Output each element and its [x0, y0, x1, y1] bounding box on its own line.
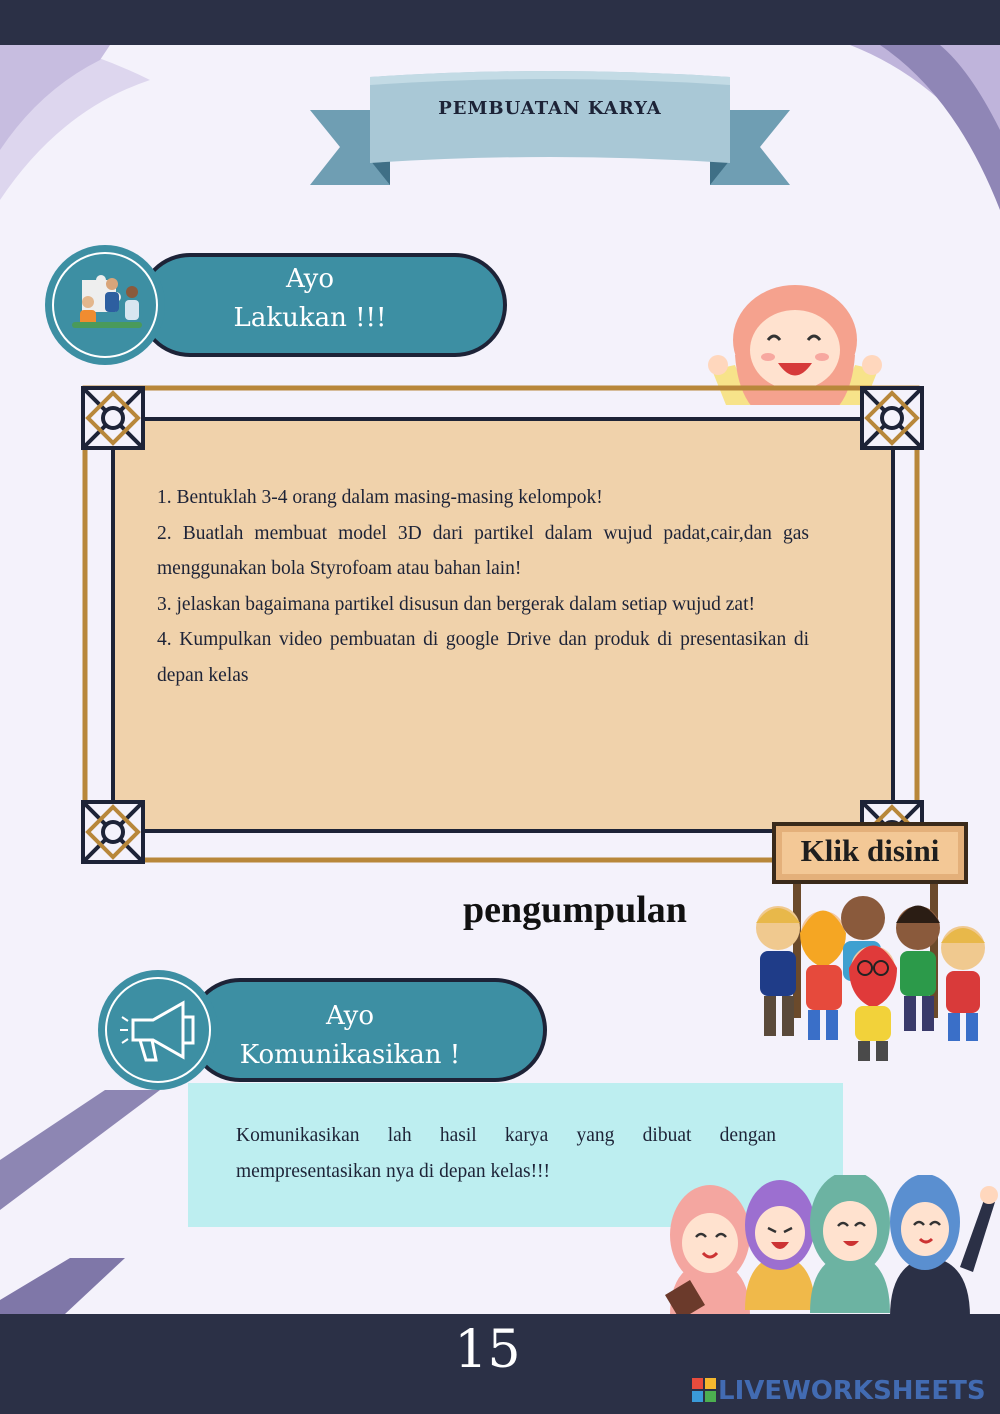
section-title-communicate: [230, 997, 470, 1075]
megaphone-icon: [118, 995, 203, 1065]
instruction-list: [157, 480, 809, 693]
communicate-text: Komunikasikan lah hasil karya yang dibuat dengan mempresentasikan nya di depan kelas!!!: [236, 1125, 776, 1182]
section-title-do-line2: Lakukan !!!: [233, 303, 387, 333]
page-number: 15: [454, 1320, 521, 1380]
instruction-item: 2. Buatlah membuat model 3D dari partikel dalam wujud padat,cair,dan gas menggunakan bola Styrofoam atau bahan lain!: [157, 522, 809, 579]
section-title-communicate-line2: Komunikasikan !: [239, 1040, 461, 1070]
hijab-girls-illustration: [660, 1175, 1000, 1325]
instruction-item: 3. jelaskan bagaimana partikel disusun dan bergerak dalam setiap wujud zat!: [157, 593, 755, 615]
instruction-item: 1. Bentuklah 3-4 orang dalam masing-masing kelompok!: [157, 487, 603, 508]
submission-label: pengumpulan: [463, 889, 687, 931]
submit-link-button[interactable]: Klik disini: [800, 833, 940, 868]
section-title-do-line1: Ayo: [285, 264, 335, 294]
liveworksheets-watermark: [690, 1374, 990, 1404]
ribbon-banner: [305, 65, 795, 195]
banner-title: PEMBUATAN KARYA: [438, 98, 662, 119]
watermark-text: LIVEWORKSHEETS: [718, 1376, 986, 1406]
instruction-item: 4. Kumpulkan video pembuatan di google Drive dan produk di presentasikan di depan kelas: [157, 629, 809, 686]
section-title-communicate-line1: Ayo: [325, 1001, 375, 1031]
liveworksheets-logo-icon: [692, 1378, 716, 1402]
teamwork-puzzle-icon: [62, 262, 152, 342]
top-bar: [0, 0, 1000, 45]
section-title-do: [200, 260, 420, 338]
